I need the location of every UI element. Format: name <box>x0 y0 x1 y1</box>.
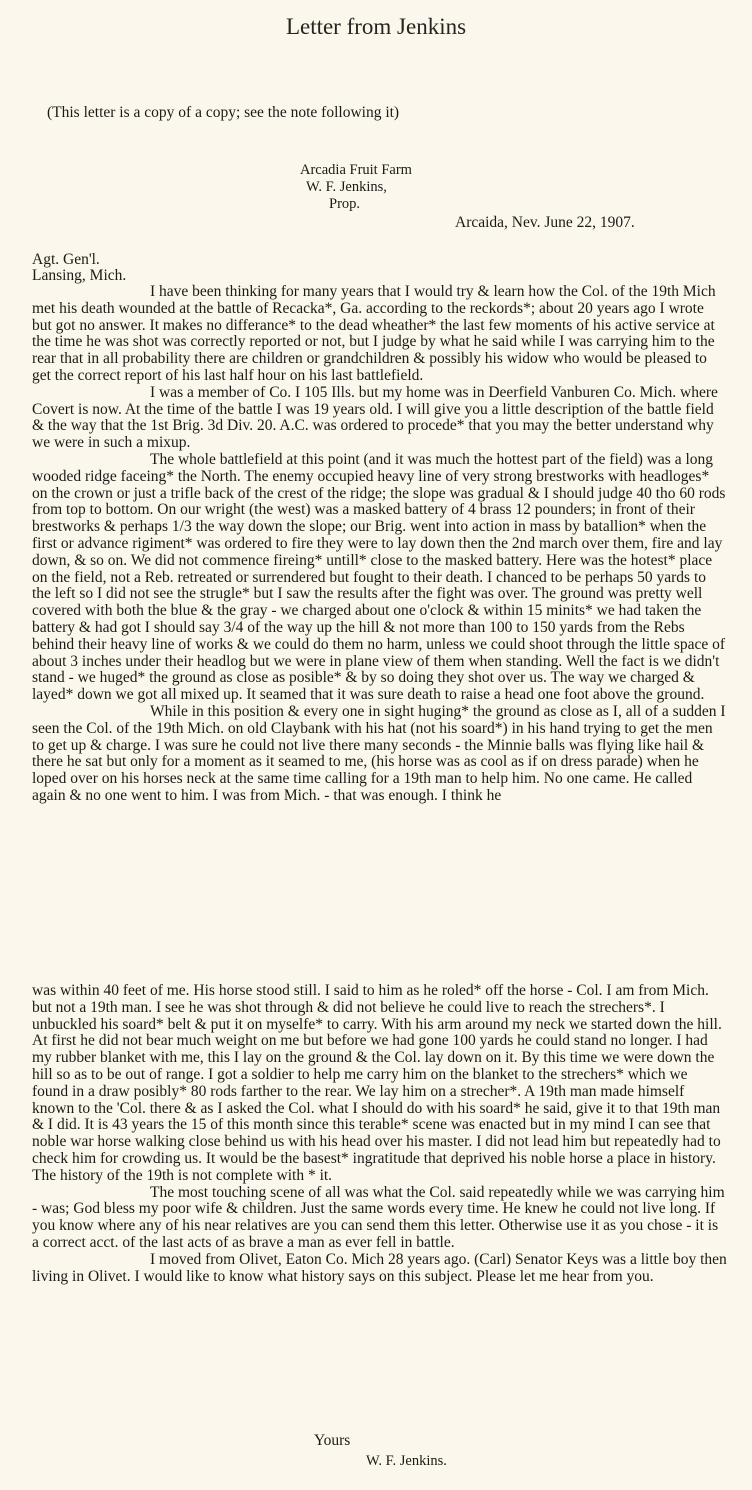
recipient-address <box>32 252 126 284</box>
letterhead <box>300 162 412 213</box>
copy-note: (This letter is a copy of a copy; see the note following it) <box>47 104 400 121</box>
dateline: Arcaida, Nev. June 22, 1907. <box>455 214 635 231</box>
letterhead-name: W. F. Jenkins, <box>306 179 387 195</box>
paragraph: was within 40 feet of me. His horse stood still. I said to him as he roled* off the horse - Col. I am from Mich. but not a 19th man. I see he was shot through & did not believe he could live to reach the strechers*. I unbuckled his soard* belt & put it on myselfe* to carry. With his arm around my neck we started down the hill. At first he did not bear much weight on me but before we had gone 100 yards he could stand no longer. I had my rubber blanket with me, this I lay on the ground & the Col. lay down on it. By this time we were down the hill so as to be out of range. I got a soldier to help me carry him on the blanket to the strechers* which we found in a draw posibly* 80 rods farther to the rear. We lay him on a strecher*. A 19th man made himself known to the 'Col. there & as I asked the Col. what I should do with his soard* he said, give it to that 19th man & I did. It is 43 years the 15 of this month since this terable* scene was enacted but in my mind I can see that noble war horse walking close behind us with his head over his master. I did not lead him but repeatedly had to check him for crowding us. It would be the basest* ingratitude that deprived his noble horse a place in history. The history of the 19th is not complete with * it. <box>32 982 722 1184</box>
address-line: Lansing, Mich. <box>32 267 127 284</box>
letterhead-farm: Arcadia Fruit Farm <box>300 162 412 178</box>
paragraph: I have been thinking for many years that I would try & learn how the Col. of the 19th Mich met his death wounded at the battle of Recacka*, Ga. according to the reckords*; about 20 years ago I wrote but got no answer. It makes no differance* to the dead wheather* the last few moments of his active service at the time he was shot was correctly reported or not, but I judge by what he said while I was carrying him to the rear that in all probability there are children or grandchildren & possibly his widow who would be pleased to get the correct report of his last half hour on his last battlefield. <box>32 283 716 384</box>
letter-body-part2 <box>32 983 727 1285</box>
letterhead-title: Prop. <box>329 196 361 212</box>
signature: W. F. Jenkins. <box>366 1453 447 1469</box>
paragraph: I moved from Olivet, Eaton Co. Mich 28 years ago. (Carl) Senator Keys was a little boy then living in Olivet. I would like to know what history says on this subject. Please let me hear from you. <box>32 1250 727 1285</box>
paragraph: I was a member of Co. I 105 Ills. but my home was in Deerfield Vanburen Co. Mich. where Covert is now. At the time of the battle I was 19 years old. I will give you a little description of the battle field & the way that the 1st Brig. 3d Div. 20. A.C. was ordered to procede* that you may the better understand why we were in such a mixup. <box>32 383 718 452</box>
letter-body-part1 <box>32 284 727 805</box>
closing: Yours <box>314 1432 351 1449</box>
paragraph: The whole battlefield at this point (and it was much the hottest part of the field) was a long wooded ridge faceing* the North. The enemy occupied heavy line of very strong brestworks with headloges* on the crown or just a trifle back of the crest of the ridge; the slope was gradual & I should judge 40 tho 60 rods from top to bottom. On our wright (the west) was a masked battery of 4 brass 12 pounders; in front of their brestworks & perhaps 1/3 the way down the slope; our Brig. went into action in mass by batallion* when the first or advance rigiment* was ordered to fire they were to lay down then the 2nd march over them, fire and lay down, & so on. We did not commence fireing* untill* close to the masked battery. Here was the hotest* place on the field, not a Reb. retreated or surrendered but fought to their death. I chanced to be perhaps 50 yards to the left so I did not see the strugle* but I saw the results after the fight was over. The ground was pretty well covered with both the blue & the gray - we charged about one o'clock & within 15 minits* we had taken the battery & had got I should say 3/4 of the way up the hill & not more than 100 to 150 yards from the Rebs behind their heavy line of works & we could do them no harm, unless we could shoot through the little space of about 3 inches under their headlog but we were in plane view of them when standing. Well the fact is we didn't stand - we huged* the ground as close as posible* & by so doing they shot over us. The way we charged & layed* down we got all mixed up. It seamed that it was sure death to raise a head one foot above the ground. <box>32 450 726 704</box>
address-line: Agt. Gen'l. <box>32 251 100 268</box>
paragraph: The most touching scene of all was what the Col. said repeatedly while we was carrying him - was; God bless my poor wife & children. Just the same words every time. He knew he could not live long. If you know where any of his near relatives are you can send them this letter. Otherwise use it as you chose - it is a correct acct. of the last acts of as brave a man as ever fell in battle. <box>32 1183 725 1251</box>
paragraph: While in this position & every one in sight huging* the ground as close as I, all of a sudden I seen the Col. of the 19th Mich. on old Claybank with his hat (not his soard*) in his hand trying to get the men to get up & charge. I was sure he could not live there many seconds - the Minnie balls was flying like hail & there he sat but only for a moment as it seamed to me, (his horse was as cool as if on dress parade) when he loped over on his horses neck at the same time calling for a 19th man to help him. No one came. He called again & no one went to him. I was from Mich. - that was enough. I think he <box>32 702 726 804</box>
document-title: Letter from Jenkins <box>285 14 467 39</box>
